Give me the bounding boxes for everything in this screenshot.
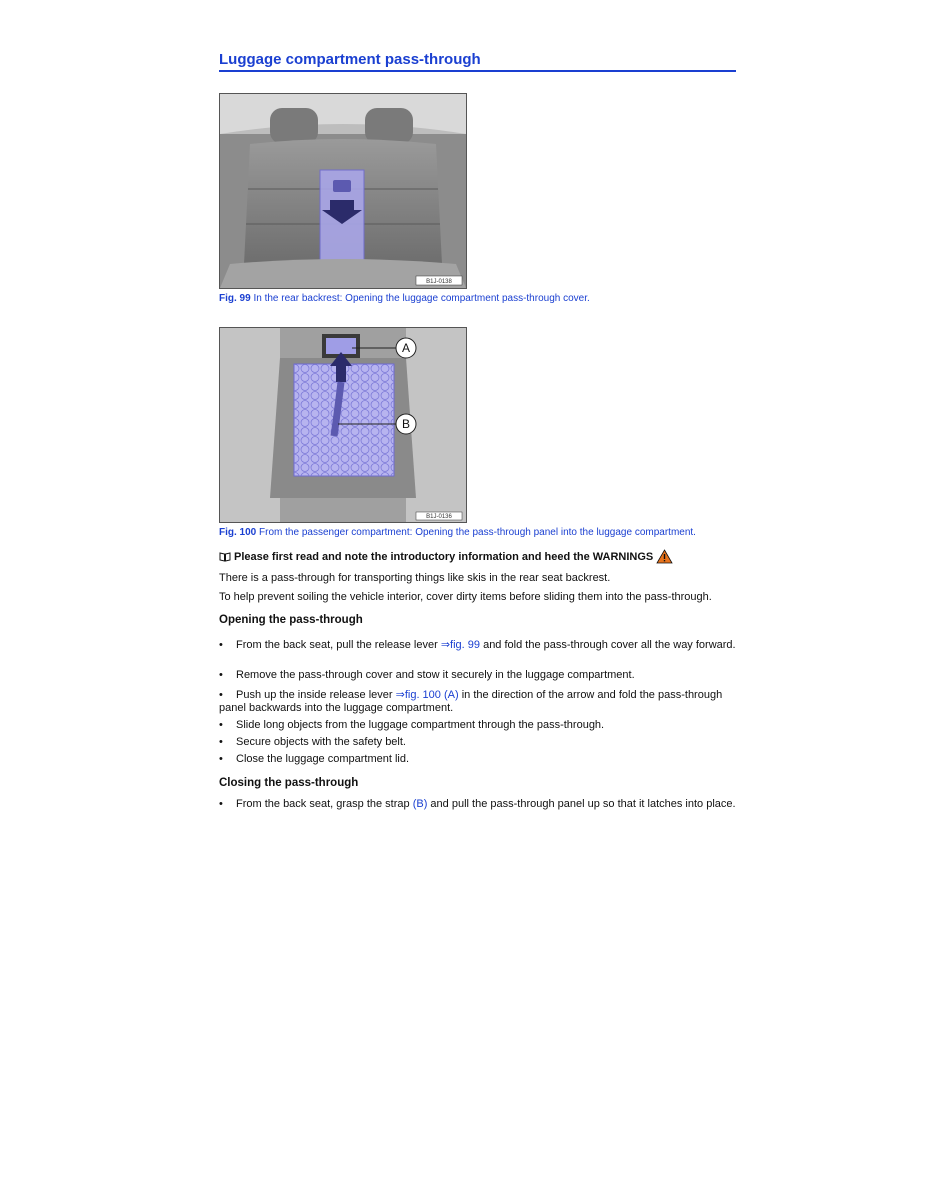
caption-text: In the rear backrest: Opening the luggage compartment pass-through cover. [253, 293, 590, 304]
section-heading: Opening the pass-through [219, 614, 363, 626]
figure-code: B1J-0138 [426, 279, 452, 285]
fig-link[interactable]: ⇒fig. 100 (A) [395, 689, 459, 701]
note-text: Please first read and note the introductory information and heed the WARNINGS [234, 550, 654, 563]
strap-link[interactable]: (B) [412, 798, 428, 810]
list-item: • Secure objects with the safety belt. [219, 736, 406, 748]
callout-b: B [401, 417, 411, 431]
intro-text: To help prevent soiling the vehicle interior, cover dirty items before sliding them into the pass-through. [219, 591, 712, 603]
caption-text: From the passenger compartment: Opening the pass-through panel into the luggage compartment. [259, 527, 696, 538]
page-title: Luggage compartment pass-through [219, 51, 736, 72]
intro-text: There is a pass-through for transporting things like skis in the rear seat backrest. [219, 572, 611, 584]
list-item: • From the back seat, pull the release lever ⇒fig. 99 and fold the pass-through cover all the way forward. [219, 639, 736, 651]
figure-100-caption [219, 527, 696, 538]
list-item: • From the back seat, grasp the strap (B) and pull the pass-through panel up so that it latches into place. [219, 798, 736, 810]
list-item: • Remove the pass-through cover and stow it securely in the luggage compartment. [219, 669, 635, 681]
figure-99 [219, 93, 467, 289]
list-item: • Push up the inside release lever ⇒fig. 100 (A) in the direction of the arrow and fold the pass-through panel backwards into the luggage compartment. [219, 689, 723, 714]
list-item: • Close the luggage compartment lid. [219, 753, 410, 765]
warning-note [219, 549, 673, 564]
figure-100 [219, 327, 467, 523]
fig-link[interactable]: ⇒fig. 99 [440, 639, 481, 651]
list-item: • Slide long objects from the luggage compartment through the pass-through. [219, 719, 605, 731]
figure-label: Fig. 100 [219, 527, 257, 538]
book-icon [219, 552, 231, 562]
callout-a: A [401, 341, 411, 355]
section-heading: Closing the pass-through [219, 777, 359, 789]
figure-99-caption [219, 293, 590, 304]
warning-icon [656, 549, 673, 564]
figure-label: Fig. 99 [219, 293, 251, 304]
figure-code: B1J-0136 [426, 514, 452, 520]
